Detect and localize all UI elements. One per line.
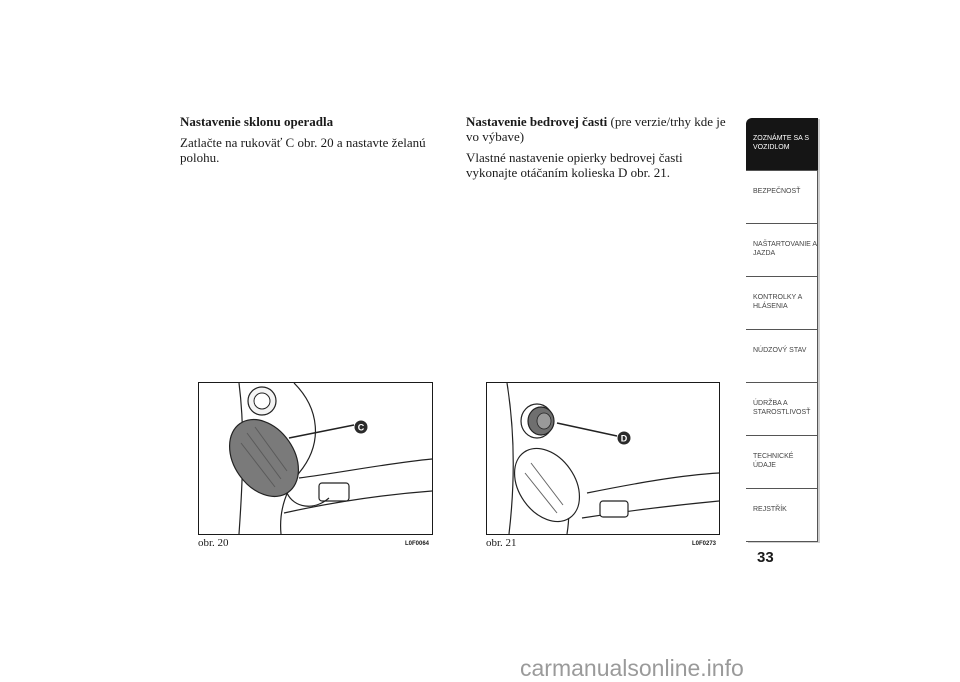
figure-caption-20: obr. 20	[198, 537, 229, 549]
marker-c: C	[357, 422, 365, 433]
tab-label: TECHNICKÉ ÚDAJE	[753, 453, 794, 469]
section-heading-lumbar: Nastavenie bedrovej časti	[466, 114, 608, 129]
chapter-tabs	[746, 118, 818, 542]
tab-label: NAŠTARTOVANIE A JAZDA	[753, 241, 817, 257]
tab-label: REJSTŘÍK	[753, 506, 787, 513]
page-number: 33	[757, 549, 774, 566]
figure-lumbar-knob	[486, 382, 720, 535]
left-column	[180, 114, 442, 165]
section-text-backrest: Zatlačte na rukoväť C obr. 20 a nastavte želanú polohu.	[180, 135, 426, 165]
section-heading-lumbar-line	[466, 114, 732, 144]
section-text-lumbar: Vlastné nastavenie opierky bedrovej časti vykonajte otáčaním kolieska D obr. 21.	[466, 150, 683, 180]
figure-backrest-lever	[198, 382, 433, 535]
tab-starting[interactable]	[746, 224, 818, 277]
tab-label: ZOZNÁMTE SA S VOZIDLOM	[753, 135, 810, 151]
tab-emergency[interactable]	[746, 330, 818, 383]
tab-label: BEZPEČNOSŤ	[753, 188, 801, 195]
tab-technical[interactable]	[746, 436, 818, 489]
tab-maintenance[interactable]	[746, 383, 818, 436]
tab-safety[interactable]	[746, 171, 818, 224]
marker-d: D	[620, 433, 628, 444]
illustration-backrest-lever	[199, 383, 432, 534]
right-column	[466, 114, 732, 180]
tab-label: NÚDZOVÝ STAV	[753, 347, 807, 354]
section-heading-lumbar-suffix: (pre verzie/trhy kde je vo výbave)	[466, 114, 726, 144]
tab-warnings[interactable]	[746, 277, 818, 330]
figure-caption-21: obr. 21	[486, 537, 517, 549]
tab-label: KONTROLKY A HLÁSENIA	[753, 294, 802, 310]
tab-index[interactable]	[746, 489, 818, 542]
tab-intro[interactable]	[746, 118, 818, 171]
section-heading-backrest: Nastavenie sklonu operadla	[180, 114, 334, 129]
figure-code-21: L0F0273	[692, 541, 717, 547]
watermark: carmanualsonline.info	[520, 655, 744, 681]
figure-code-20: L0F0064	[405, 541, 430, 547]
illustration-lumbar-knob	[487, 383, 719, 534]
tab-label: ÚDRŽBA A STAROSTLIVOSŤ	[753, 400, 811, 416]
